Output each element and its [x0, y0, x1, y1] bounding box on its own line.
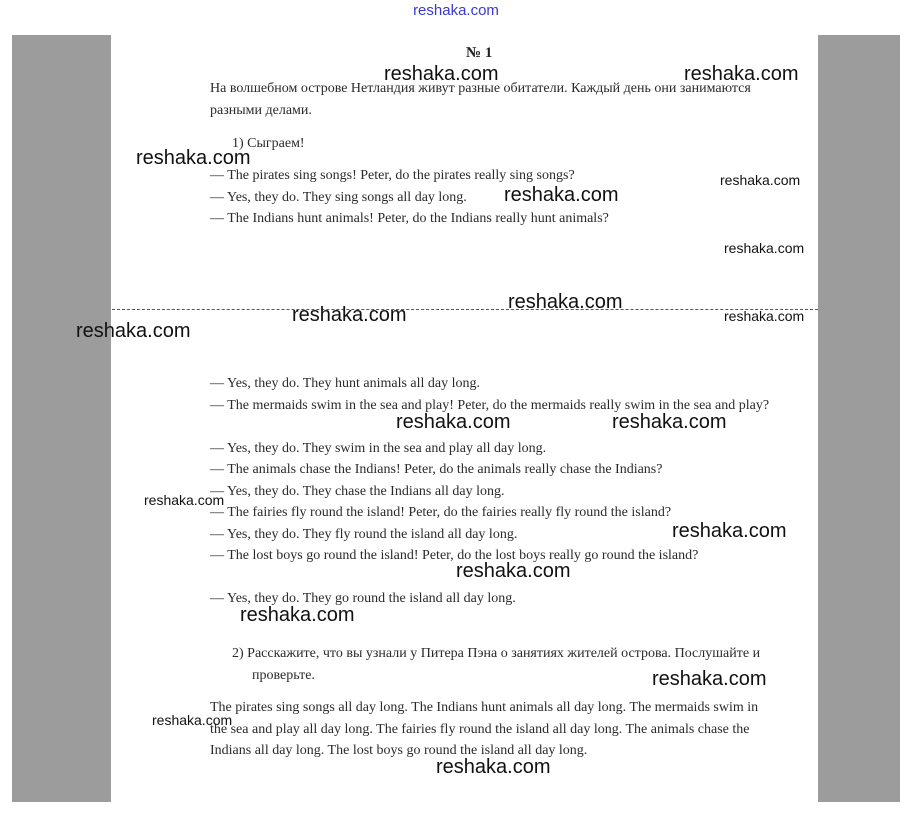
left-margin-panel — [12, 35, 111, 802]
page-break-line — [112, 309, 818, 310]
watermark: reshaka.com — [436, 756, 551, 778]
right-margin-panel — [818, 35, 900, 802]
watermark: reshaka.com — [508, 291, 623, 313]
task2-answer: The pirates sing songs all day long. The Indians hunt animals all day long. The mermaids swim in the sea and play all day long. The fairies fly round the island all day long. The animals chase the Indians all day long. The lost boys go round the island all day long. — [210, 700, 759, 758]
watermark: reshaka.com — [76, 320, 191, 342]
dialogue-line: — Yes, they do. They fly round the island all day long. — [210, 527, 518, 542]
exercise-number: № 1 — [466, 45, 493, 61]
watermark: reshaka.com — [720, 172, 801, 188]
watermark: reshaka.com — [396, 411, 511, 433]
watermark: reshaka.com — [292, 304, 407, 326]
watermark: reshaka.com — [612, 411, 727, 433]
dialogue-line: — Yes, they do. They hunt animals all day long. — [210, 376, 480, 391]
dialogue-line: — Yes, they do. They go round the island all day long. — [210, 591, 516, 606]
dialogue-line: — The fairies fly round the island! Peter, do the fairies really fly round the island? — [210, 505, 672, 520]
intro-text: На волшебном острове Нетландия живут разные обитатели. Каждый день они занимаются разными делами. — [210, 81, 751, 118]
watermark: reshaka.com — [504, 184, 619, 206]
watermark: reshaka.com — [652, 668, 767, 690]
watermark: reshaka.com — [384, 63, 499, 85]
dialogue-line: — The mermaids swim in the sea and play! Peter, do the mermaids really swim in the sea and play? — [210, 398, 770, 413]
watermark: reshaka.com — [724, 240, 805, 256]
dialogue-line: — The Indians hunt animals! Peter, do the Indians really hunt animals? — [210, 211, 609, 226]
watermark: reshaka.com — [684, 63, 799, 85]
dialogue-line: — Yes, they do. They chase the Indians all day long. — [210, 484, 505, 499]
watermark: reshaka.com — [672, 520, 787, 542]
watermark: reshaka.com — [724, 308, 805, 324]
dialogue-line: — The pirates sing songs! Peter, do the pirates really sing songs? — [210, 168, 575, 183]
dialogue-line: — Yes, they do. They sing songs all day long. — [210, 190, 467, 205]
watermark: reshaka.com — [144, 492, 225, 508]
task1-heading: 1) Сыграем! — [232, 136, 305, 151]
dialogue-line: — The animals chase the Indians! Peter, do the animals really chase the Indians? — [210, 462, 663, 477]
watermark: reshaka.com — [456, 560, 571, 582]
dialogue-line: — The lost boys go round the island! Peter, do the lost boys really go round the island? — [210, 548, 699, 563]
dialogue-line: — Yes, they do. They swim in the sea and play all day long. — [210, 441, 547, 456]
watermark: reshaka.com — [240, 604, 355, 626]
watermark: reshaka.com — [152, 712, 233, 728]
watermark: reshaka.com — [136, 147, 251, 169]
task2-heading: 2) Расскажите, что вы узнали у Питера Пэна о занятиях жителей острова. Послушайте и проверьте. — [232, 646, 761, 683]
site-header-link[interactable]: reshaka.com — [413, 2, 499, 19]
